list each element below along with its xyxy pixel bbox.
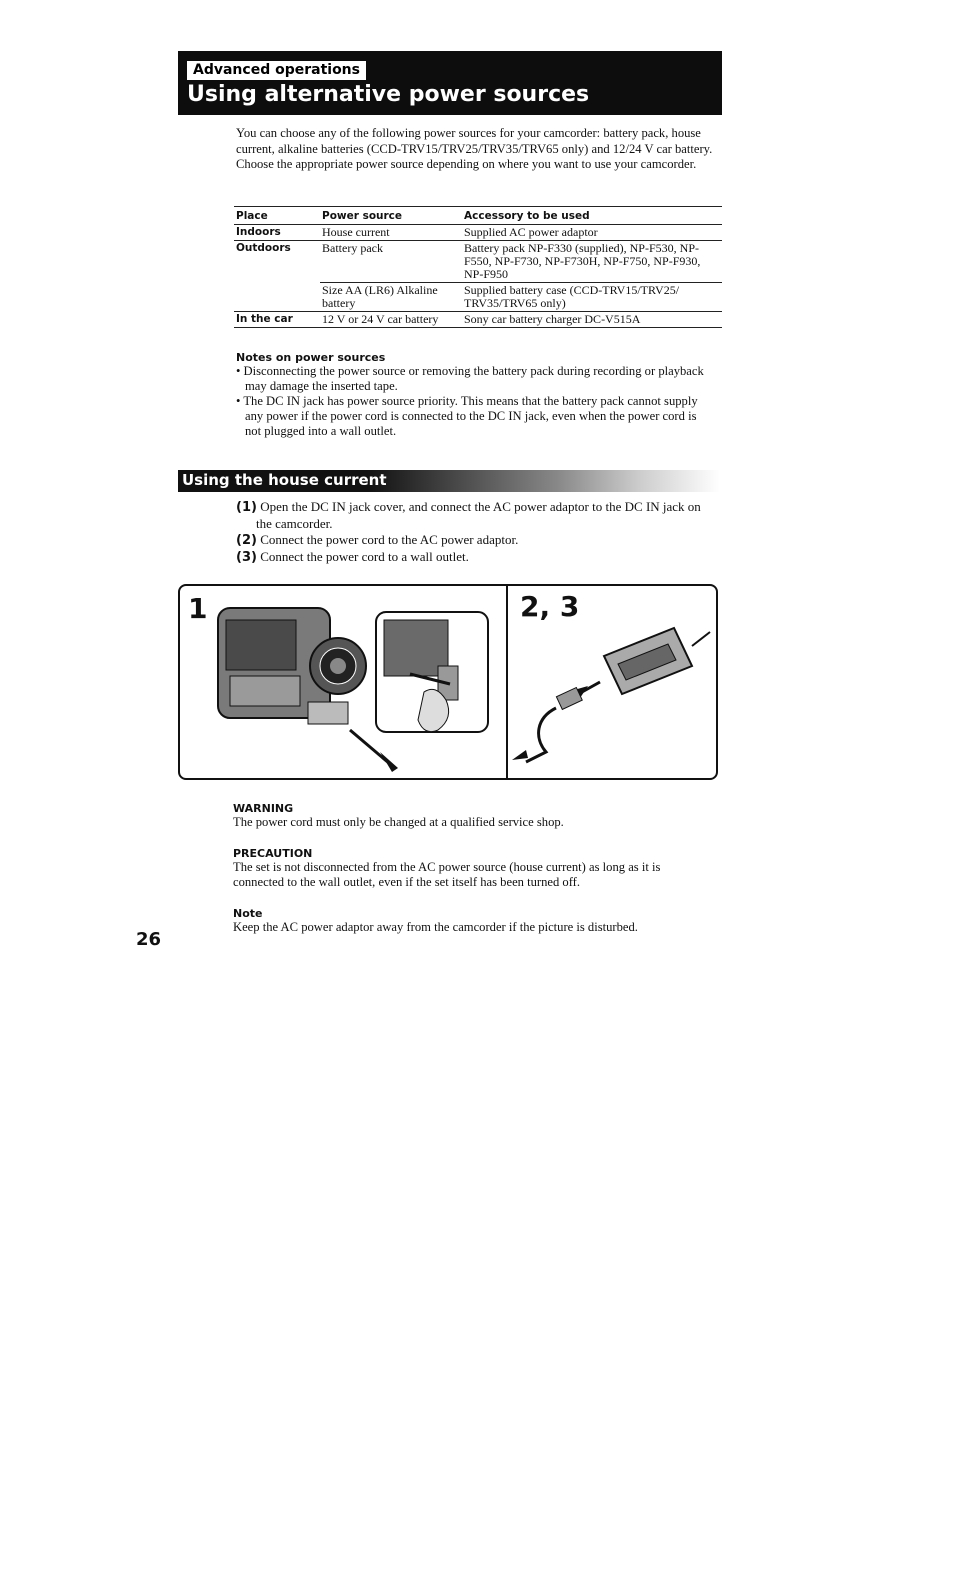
table-cell-source: 12 V or 24 V car battery	[320, 312, 462, 328]
table-header-place: Place	[234, 207, 320, 225]
table-cell-accessory: Supplied AC power adaptor	[462, 225, 722, 241]
table-header-row	[234, 207, 722, 225]
list-item: • The DC IN jack has power source priority. This means that the battery pack cannot supply any power if the power cord is connected to the DC IN jack, even when the power cord is not plugged into a wall outlet.	[236, 394, 698, 438]
step-number: (2)	[236, 533, 257, 548]
steps-list	[236, 499, 716, 566]
table-cell-accessory: Battery pack NP-F330 (supplied), NP-F530, NP-F550, NP-F730, NP-F730H, NP-F750, NP-F930, NP-F950	[462, 241, 722, 283]
table-cell-source: Battery pack	[320, 241, 462, 283]
table-cell-accessory: Sony car battery charger DC-V515A	[462, 312, 722, 328]
ac-adaptor-illustration	[508, 616, 716, 776]
warning-text: The power cord must only be changed at a qualified service shop.	[233, 815, 564, 829]
table-cell-place: Outdoors	[236, 242, 291, 254]
intro-paragraph: You can choose any of the following power sources for your camcorder: battery pack, house current, alkaline batteries (CCD-TRV15/TRV25/TRV35/TRV65 only) and 12/24 V car battery. Choose the appropriate power source depending on where you want to use your camcorder.	[236, 126, 713, 171]
table-cell-place: Indoors	[234, 225, 320, 241]
table-header-accessory: Accessory to be used	[462, 207, 722, 225]
list-item: • Disconnecting the power source or removing the battery pack during recording or playback may damage the inserted tape.	[236, 364, 704, 393]
table-cell-source: House current	[320, 225, 462, 241]
table-cell-source: Size AA (LR6) Alkaline battery	[320, 283, 462, 312]
section-title: Using the house current	[182, 471, 387, 489]
precaution-text: The set is not disconnected from the AC power source (house current) as long as it is connected to the wall outlet, even if the set itself has been turned off.	[233, 860, 661, 889]
section-tag: Advanced operations	[187, 61, 366, 80]
table-cell-place: In the car	[234, 312, 320, 328]
table-cell-place	[234, 283, 320, 312]
page-title: Using alternative power sources	[187, 82, 590, 107]
warning-heading: WARNING	[233, 802, 294, 815]
table-row	[234, 312, 722, 328]
step-number: (1)	[236, 500, 257, 515]
list-item	[236, 499, 716, 532]
notes-list	[236, 364, 706, 439]
table-cell-accessory: Supplied battery case (CCD-TRV15/TRV25/ TRV35/TRV65 only)	[462, 283, 722, 312]
list-item	[236, 532, 716, 549]
table-header-source: Power source	[320, 207, 462, 225]
power-source-table	[234, 206, 722, 328]
step-text: Open the DC IN jack cover, and connect the AC power adaptor to the DC IN jack on the camcorder.	[256, 499, 701, 531]
panel-label-2: 2, 3	[520, 590, 580, 623]
table-row	[234, 283, 722, 312]
page-number: 26	[136, 929, 162, 950]
step-text: Connect the power cord to the AC power adaptor.	[260, 532, 519, 547]
notes-heading: Notes on power sources	[236, 351, 386, 364]
note-text: Keep the AC power adaptor away from the camcorder if the picture is disturbed.	[233, 920, 638, 934]
step-text: Connect the power cord to a wall outlet.	[260, 549, 469, 564]
camcorder-illustration	[210, 592, 502, 778]
table-row	[234, 241, 722, 283]
panel-label-1: 1	[188, 592, 208, 625]
note-heading: Note	[233, 907, 263, 920]
list-item	[236, 549, 716, 566]
step-number: (3)	[236, 550, 257, 565]
table-row	[234, 225, 722, 241]
precaution-heading: PRECAUTION	[233, 847, 313, 860]
